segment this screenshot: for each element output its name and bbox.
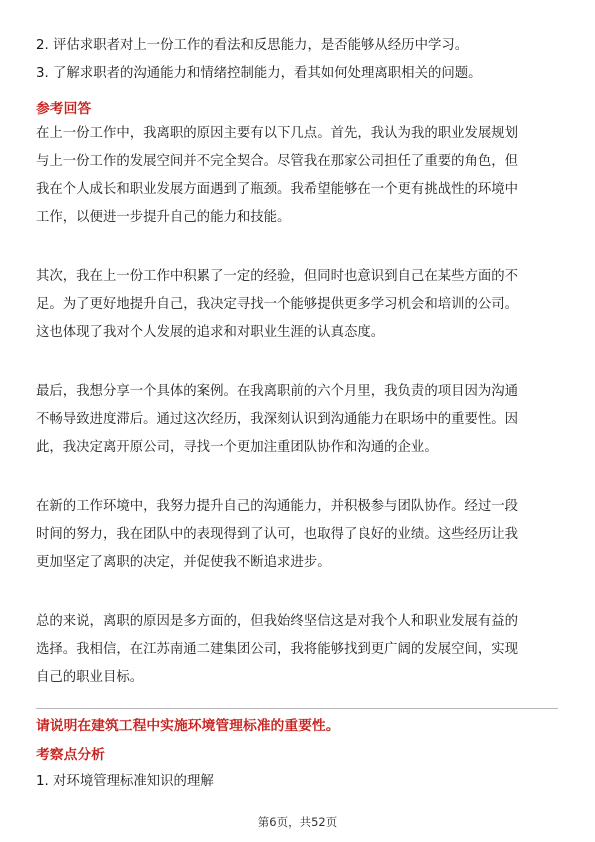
paragraph-line: 自己的职业目标。 bbox=[36, 670, 144, 685]
paragraph-line: 足。为了更好地提升自己，我决定寻找一个能够提供更多学习机会和培训的公司。 bbox=[36, 297, 519, 312]
paragraph-line: 我在个人成长和职业发展方面遇到了瓶颈。我希望能够在一个更有挑战性的环境中 bbox=[36, 182, 519, 197]
page-number: 第6页，共52页 bbox=[257, 815, 338, 829]
analysis-heading: 考察点分析 bbox=[36, 747, 105, 763]
paragraph-line: 与上一份工作的发展空间并不完全契合。尽管我在那家公司担任了重要的角色，但 bbox=[36, 154, 519, 169]
question-heading: 请说明在建筑工程中实施环境管理标准的重要性。 bbox=[36, 718, 340, 734]
answer-heading: 参考回答 bbox=[36, 101, 92, 117]
analysis-point: 1. 对环境管理标准知识的理解 bbox=[36, 774, 214, 789]
paragraph-line: 其次，我在上一份工作中积累了一定的经验，但同时也意识到自己在某些方面的不 bbox=[36, 269, 519, 284]
paragraph-line: 选择。我相信，在江苏南通二建集团公司，我将能够找到更广阔的发展空间，实现 bbox=[36, 642, 519, 657]
paragraph-line: 在新的工作环境中，我努力提升自己的沟通能力，并积极参与团队协作。经过一段 bbox=[36, 499, 519, 514]
paragraph-line: 在上一份工作中，我离职的原因主要有以下几点。首先，我认为我的职业发展规划 bbox=[36, 126, 519, 141]
intro-point: 3. 了解求职者的沟通能力和情绪控制能力，看其如何处理离职相关的问题。 bbox=[36, 66, 482, 81]
paragraph-line: 时间的努力，我在团队中的表现得到了认可，也取得了良好的业绩。这些经历让我 bbox=[36, 527, 519, 542]
intro-point: 2. 评估求职者对上一份工作的看法和反思能力，是否能够从经历中学习。 bbox=[36, 38, 469, 53]
paragraph-line: 此，我决定离开原公司，寻找一个更加注重团队协作和沟通的企业。 bbox=[36, 440, 438, 455]
paragraph-line: 不畅导致进度滞后。通过这次经历，我深刻认识到沟通能力在职场中的重要性。因 bbox=[36, 412, 519, 427]
paragraph-line: 工作，以便进一步提升自己的能力和技能。 bbox=[36, 210, 291, 225]
paragraph-line: 更加坚定了离职的决定，并促使我不断追求进步。 bbox=[36, 555, 331, 570]
paragraph-line: 这也体现了我对个人发展的追求和对职业生涯的认真态度。 bbox=[36, 325, 385, 340]
section-divider bbox=[36, 708, 558, 709]
paragraph-line: 最后，我想分享一个具体的案例。在我离职前的六个月里，我负责的项目因为沟通 bbox=[36, 384, 519, 399]
paragraph-line: 总的来说，离职的原因是多方面的，但我始终坚信这是对我个人和职业发展有益的 bbox=[36, 614, 519, 629]
